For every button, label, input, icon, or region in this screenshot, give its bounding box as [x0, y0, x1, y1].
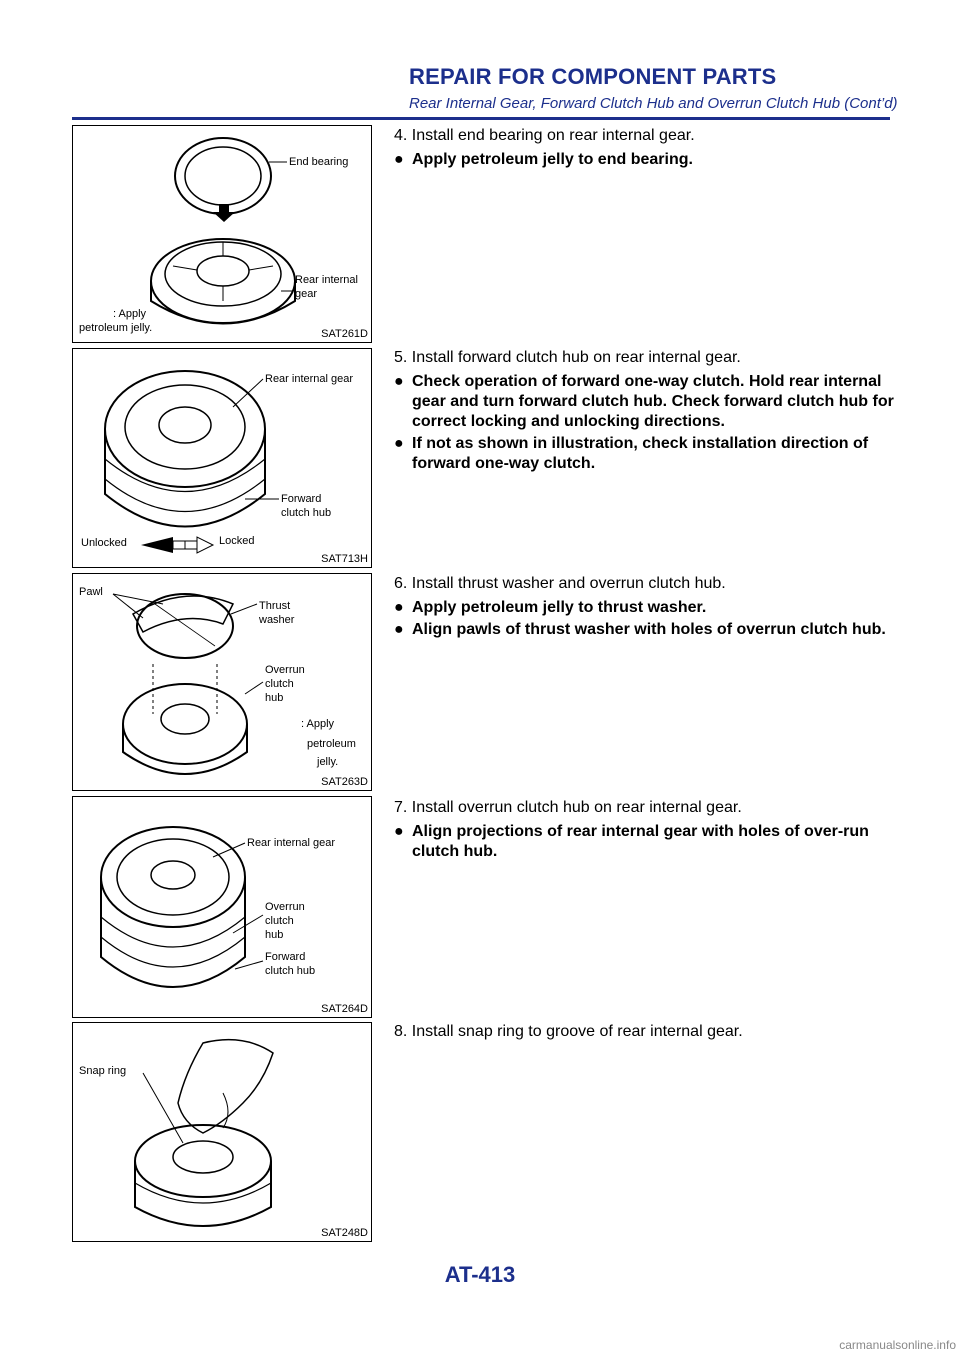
label-unlocked: Unlocked — [81, 537, 127, 549]
label-gear: gear — [295, 288, 318, 300]
label-clutch: clutch — [265, 915, 294, 927]
step-bullet — [394, 434, 894, 474]
label-apply: : Apply — [301, 718, 335, 730]
label-overrun: Overrun — [265, 901, 305, 913]
figure-code: SAT713H — [321, 553, 368, 565]
step-6 — [394, 574, 894, 640]
label-petroleum: petroleum — [307, 738, 356, 750]
snap-ring-illustration — [73, 1023, 372, 1242]
bullet-text: If not as shown in illustration, check installation direction of forward one-way clutch. — [412, 435, 869, 472]
overrun-clutch-hub-illustration — [73, 797, 372, 1018]
step-8 — [394, 1022, 894, 1046]
watermark: carmanualsonline.info — [839, 1338, 956, 1352]
label-petroleum-jelly: petroleum jelly. — [79, 322, 153, 334]
label-clutch: clutch — [265, 678, 294, 690]
step-bullet — [394, 822, 894, 862]
figure-snap-ring — [72, 1022, 372, 1242]
figure-end-bearing — [72, 125, 372, 343]
step-4 — [394, 126, 894, 170]
page-subtitle: Rear Internal Gear, Forward Clutch Hub and Overrun Clutch Hub (Cont’d) — [409, 95, 898, 112]
bullet-text: Align pawls of thrust washer with holes of overrun clutch hub. — [412, 621, 886, 638]
figure-overrun-clutch-hub — [72, 796, 372, 1018]
label-locked: Locked — [219, 535, 255, 547]
page-number: AT-413 — [444, 1262, 516, 1287]
bullet-mark: ● — [394, 621, 404, 638]
label-hub: hub — [265, 692, 284, 704]
label-forward: Forward — [265, 951, 306, 963]
label-jelly: jelly. — [317, 756, 339, 768]
bullet-mark: ● — [394, 435, 404, 452]
label-hub: hub — [265, 929, 284, 941]
bullet-mark: ● — [394, 373, 404, 390]
bullet-text: Check operation of forward one-way clutch. Hold rear internal gear and turn forward clutch hub. Check forward clutch hub for correct locking and unlocking directions. — [412, 373, 894, 430]
figure-code: SAT248D — [321, 1227, 368, 1239]
label-clutch-hub: clutch hub — [281, 507, 332, 519]
figure-code: SAT263D — [321, 776, 368, 788]
label-clutch-hub: clutch hub — [265, 965, 316, 977]
bullet-mark: ● — [394, 599, 404, 616]
label-overrun: Overrun — [265, 664, 305, 676]
step-title: 5. Install forward clutch hub on rear internal gear. — [394, 349, 741, 366]
step-bullet — [394, 150, 894, 170]
bullet-text: Apply petroleum jelly to thrust washer. — [412, 599, 707, 616]
header-divider — [72, 117, 890, 120]
step-title: 6. Install thrust washer and overrun clutch hub. — [394, 575, 726, 592]
label-apply: : Apply — [113, 308, 147, 320]
label-washer: washer — [259, 614, 295, 626]
label-rear-internal-gear: Rear internal gear — [247, 837, 336, 849]
step-bullet — [394, 620, 894, 640]
bullet-text: Align projections of rear internal gear with holes of over-run clutch hub. — [412, 823, 869, 860]
step-bullet — [394, 372, 894, 432]
step-title: 7. Install overrun clutch hub on rear internal gear. — [394, 799, 742, 816]
label-end-bearing: End bearing — [289, 156, 349, 168]
bullet-text: Apply petroleum jelly to end bearing. — [412, 151, 693, 168]
bullet-mark: ● — [394, 823, 404, 840]
figure-code: SAT261D — [321, 328, 368, 340]
label-pawl: Pawl — [79, 586, 103, 598]
step-5 — [394, 348, 894, 474]
step-title: 4. Install end bearing on rear internal gear. — [394, 127, 695, 144]
figure-code: SAT264D — [321, 1003, 368, 1015]
label-snap-ring: Snap ring — [79, 1065, 127, 1077]
label-rear-internal: Rear internal — [295, 274, 358, 286]
label-rear-internal-gear: Rear internal gear — [265, 373, 354, 385]
step-title: 8. Install snap ring to groove of rear internal gear. — [394, 1023, 743, 1040]
step-bullet — [394, 598, 894, 618]
step-7 — [394, 798, 894, 862]
label-thrust: Thrust — [259, 600, 291, 612]
figure-thrust-washer — [72, 573, 372, 791]
page-title: REPAIR FOR COMPONENT PARTS — [409, 64, 777, 89]
label-forward: Forward — [281, 493, 322, 505]
figure-forward-clutch-hub — [72, 348, 372, 568]
bullet-mark: ● — [394, 151, 404, 168]
